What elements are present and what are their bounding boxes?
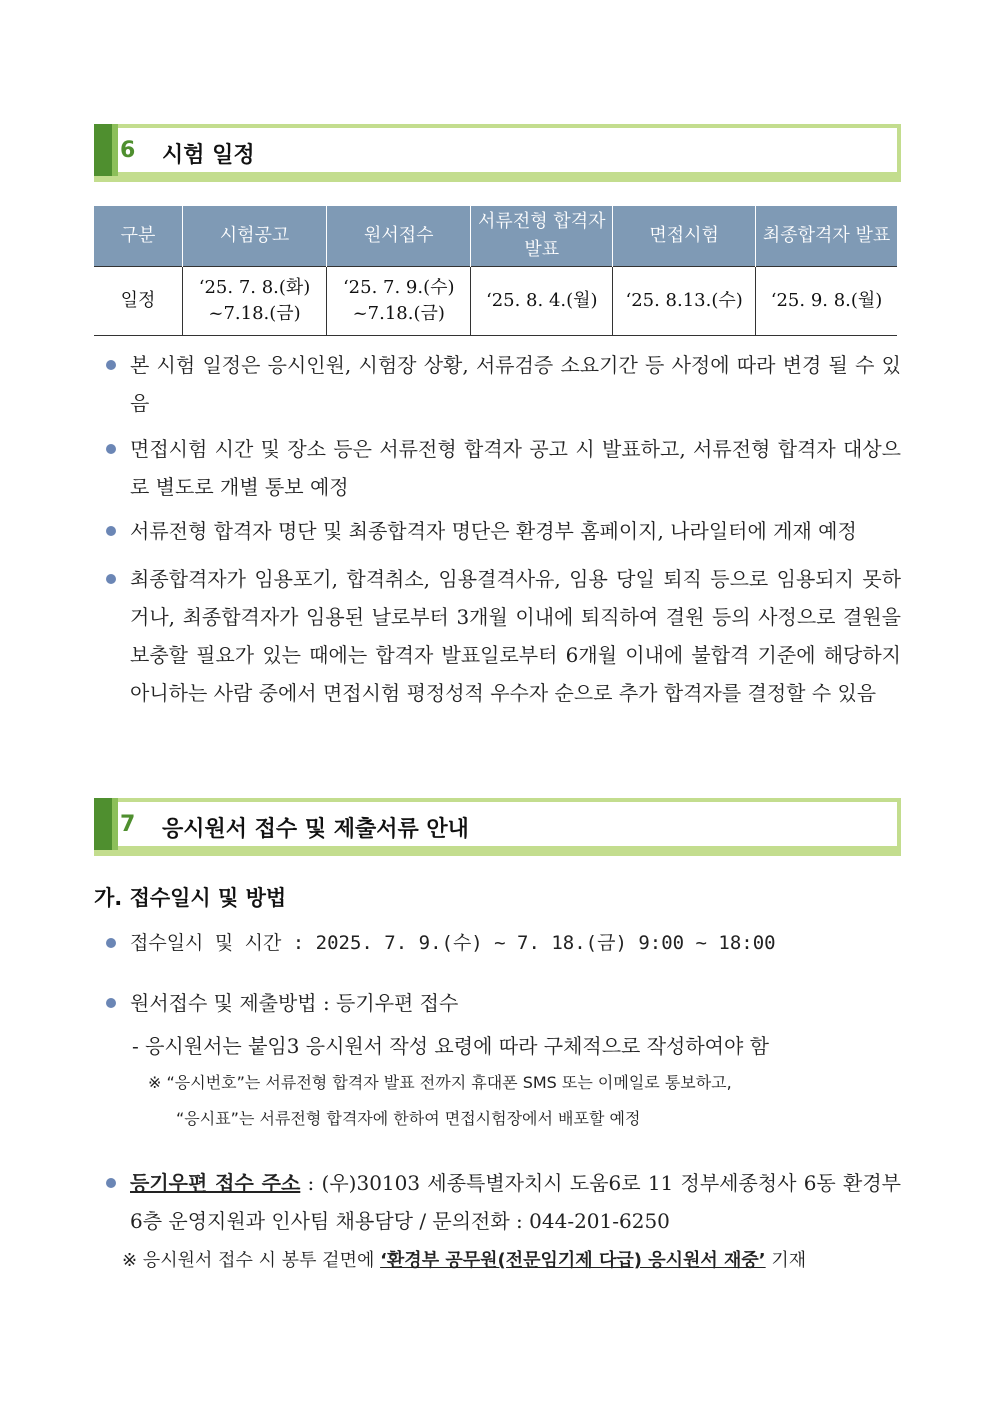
section-bar-accent xyxy=(94,124,112,176)
envelope-prefix: ※ 응시원서 접수 시 봉투 겉면에 xyxy=(122,1250,381,1271)
table-cell xyxy=(327,267,471,336)
table-cell xyxy=(756,267,897,336)
section-6-header xyxy=(94,124,901,176)
bullet-dot-icon xyxy=(106,526,116,536)
bullet-dot-icon xyxy=(106,574,116,584)
bullet-item xyxy=(106,1164,901,1240)
section-7-header xyxy=(94,798,901,850)
envelope-note xyxy=(122,1244,806,1278)
note-line: “응시표”는 서류전형 합격자에 한하여 면접시험장에서 배포할 예정 xyxy=(176,1109,641,1128)
envelope-emphasis: ‘환경부 공무원(전문임기제 다급) 응시원서 재중’ xyxy=(380,1250,766,1271)
bullet-dot-icon xyxy=(106,444,116,454)
bullet-text: 원서접수 및 제출방법 : 등기우편 접수 xyxy=(130,991,459,1015)
row-label: 일정 xyxy=(94,267,182,336)
bullet-text: 접수일시 및 시간 : 2025. 7. 9.(수) ~ 7. 18.(금) 9:00 ~ 18:00 xyxy=(130,932,776,954)
bullet-text: 서류전형 합격자 명단 및 최종합격자 명단은 환경부 홈페이지, 나라일터에 게재 예정 xyxy=(130,519,857,543)
table-header-row xyxy=(94,206,897,267)
section-underline xyxy=(94,176,901,182)
table-cell xyxy=(182,267,326,336)
header-cell: 서류전형 합격자 발표 xyxy=(471,206,613,267)
schedule-table xyxy=(94,206,897,336)
cell-line: ‘25. 7. 8.(화) xyxy=(198,277,311,298)
bullet-item xyxy=(106,346,901,422)
bullet-dot-icon xyxy=(106,998,116,1008)
bullet-text: 면접시험 시간 및 장소 등은 서류전형 합격자 공고 시 발표하고, 서류전형 합격자 대상으로 별도로 개별 통보 예정 xyxy=(130,437,901,499)
bullet-text: 최종합격자가 임용포기, 합격취소, 임용결격사유, 임용 당일 퇴직 등으로 임용되지 못하거나, 최종합격자가 임용된 날로부터 3개월 이내에 퇴직하여 결원 등의 사정으로 결원을 보충할 필요가 있는 때에는 합격자 발표일로부터 6개월 이내에 불합격 기준에 해당하지 아니하는 사람 중에서 면접시험 평정성적 우수자 순으로 추가 합격자를 결정할 수 있음 xyxy=(130,567,901,705)
bullet-dot-icon xyxy=(106,360,116,370)
bullet-item xyxy=(106,924,901,962)
header-cell: 시험공고 xyxy=(182,206,326,267)
section-title: 응시원서 접수 및 제출서류 안내 xyxy=(162,817,469,842)
bullet-dot-icon xyxy=(106,1178,116,1188)
header-cell: 구분 xyxy=(94,206,182,267)
bullet-item xyxy=(106,512,901,550)
address-text: : (우)30103 세종특별자치시 도움6로 11 정부세종청사 6동 환경부 6층 운영지원과 인사팀 채용담당 / 문의전화 : 044-201-6250 xyxy=(130,1171,901,1233)
cell-line: ‘25. 8.13.(수) xyxy=(625,290,743,311)
bullet-text xyxy=(106,1164,901,1240)
section-number: 7 xyxy=(120,812,136,837)
cell-line: ~7.18.(금) xyxy=(352,303,445,324)
address-label: 등기우편 접수 주소 xyxy=(130,1171,301,1195)
bullet-text: 본 시험 일정은 응시인원, 시험장 상황, 서류검증 소요기간 등 사정에 따라 변경 될 수 있음 xyxy=(130,353,901,415)
table-cell xyxy=(471,267,613,336)
cell-line: ‘25. 7. 9.(수) xyxy=(342,277,455,298)
header-cell: 면접시험 xyxy=(613,206,756,267)
method-detail: - 응시원서는 붙임3 응시원서 작성 요령에 따라 구체적으로 작성하여야 함 xyxy=(132,1034,769,1058)
bullet-dot-icon xyxy=(106,938,116,948)
section-bar-shade xyxy=(112,798,118,850)
table-cell xyxy=(613,267,756,336)
bullet-item xyxy=(106,560,901,712)
header-cell: 원서접수 xyxy=(327,206,471,267)
bullet-item xyxy=(106,984,901,1022)
section-number: 6 xyxy=(120,138,136,163)
note-line: ※ “응시번호”는 서류전형 합격자 발표 전까지 휴대폰 SMS 또는 이메일로 통보하고, xyxy=(148,1073,732,1092)
cell-line: ‘25. 9. 8.(월) xyxy=(770,290,883,311)
section-underline xyxy=(94,850,901,856)
table-row xyxy=(94,267,897,336)
section-title: 시험 일정 xyxy=(162,143,255,168)
subheading: 가. 접수일시 및 방법 xyxy=(94,886,287,910)
section-bar-accent xyxy=(94,798,112,850)
section-bar-shade xyxy=(112,124,118,176)
header-cell: 최종합격자 발표 xyxy=(756,206,897,267)
envelope-suffix: 기재 xyxy=(765,1250,807,1271)
cell-line: ~7.18.(금) xyxy=(208,303,301,324)
cell-line: ‘25. 8. 4.(월) xyxy=(485,290,598,311)
bullet-item xyxy=(106,430,901,506)
